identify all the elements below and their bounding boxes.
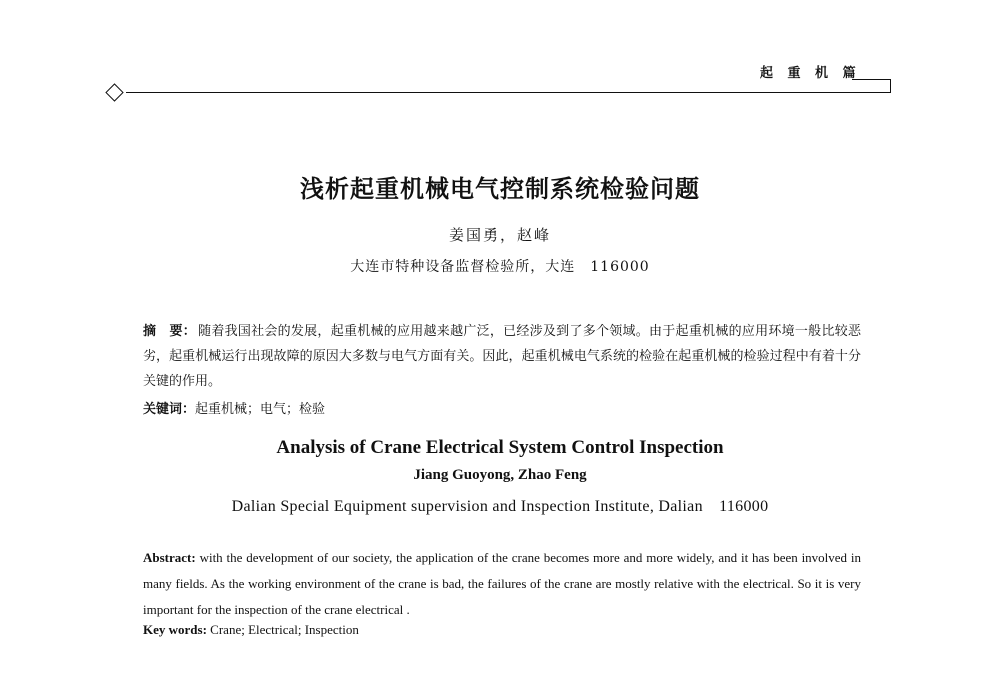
section-label: 起 重 机 篇 [760,66,861,81]
english-title: Analysis of Crane Electrical System Control Inspection [276,437,724,458]
english-affiliation: Dalian Special Equipment supervision and Inspection Institute, Dalian 116000 [231,498,769,515]
chinese-abstract [143,319,861,394]
header-rule [126,92,890,93]
english-keywords [143,622,359,638]
english-abstract [143,545,861,623]
chinese-keywords-label: 关键词： [143,402,196,417]
english-keywords-label: Key words: [143,622,207,637]
chinese-keywords-text: 起重机械；电气；检验 [195,402,326,417]
chinese-abstract-text: 随着我国社会的发展，起重机械的应用越来越广泛，已经涉及到了多个领域。由于起重机械的应用环境一般比较恶劣，起重机械运行出现故障的原因大多数与电气方面有关。因此，起重机械电气系统的检验在起重机械的检验过程中有着十分关键的作用。 [143,324,861,389]
chinese-title: 浅析起重机械电气控制系统检验问题 [300,174,700,203]
english-authors: Jiang Guoyong, Zhao Feng [413,467,587,483]
english-abstract-text: with the development of our society, the application of the crane becomes more and more widely, and it has been involved in many fields. As the working environment of the crane is bad, the failures of the crane are mostly relative with the electrical. So it is very important for the inspection of the crane electrical . [143,550,862,617]
chinese-abstract-label: 摘 要： [143,324,197,339]
chinese-keywords [143,398,325,417]
chinese-authors: 姜国勇，赵峰 [448,226,551,244]
header-tab-line [852,79,891,93]
english-abstract-label: Abstract: [143,550,196,565]
chinese-affiliation: 大连市特种设备监督检验所，大连 116000 [350,259,650,275]
diamond-icon [105,83,123,101]
english-keywords-text: Crane; Electrical; Inspection [210,622,359,637]
